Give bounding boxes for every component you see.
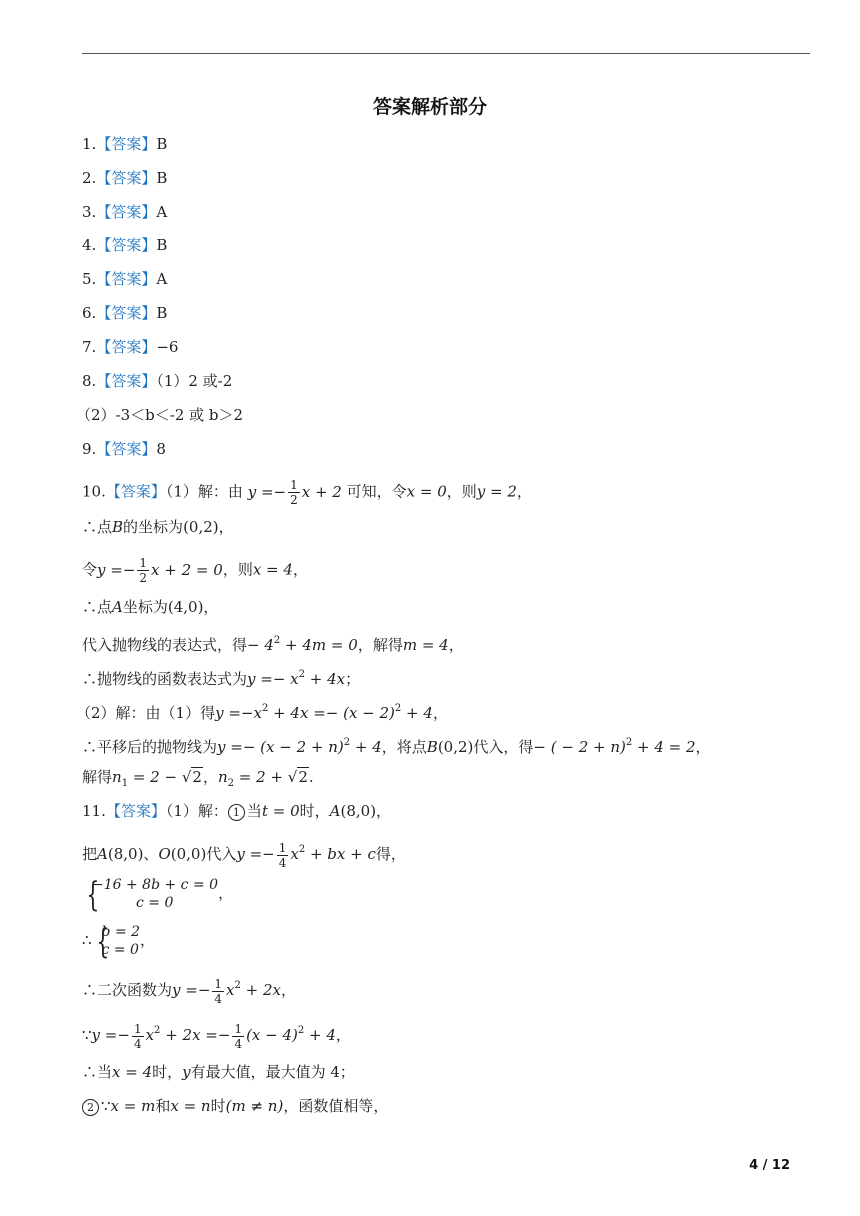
circled-number: 2 <box>82 1099 99 1116</box>
q10-line-5: 代入抛物线的表达式，得− $4^2 + 4m = 0$，解得m = 4， <box>82 635 464 654</box>
equation: y =− $\frac{1}{2}$ x + 2 <box>247 478 342 507</box>
q11-line-2: 把A(8,0)、O(0,0)代入y =− $\frac{1}{4}$ $x^2$ + bx + c得， <box>82 840 406 870</box>
q10-line-7: （2）解：由（1）得$y =-x^2 + 4x =- (x - 2)^2 + 4$， <box>76 703 448 722</box>
answer-line-1: 1.【答案】B <box>82 135 168 153</box>
q11-line-5: ∴二次函数为y =− $\frac{1}{4}$ $x^2 + 2x$， <box>82 976 297 1006</box>
answer-tag: 【答案】 <box>96 372 157 390</box>
answer-line-4: 4.【答案】B <box>82 236 168 254</box>
answer-line-3: 3.【答案】A <box>82 203 168 221</box>
answer-tag: 【答案】 <box>96 338 157 356</box>
answer-tag: 【答案】 <box>96 270 157 288</box>
answer-tag: 【答案】 <box>96 440 157 458</box>
equation-system: { −16 + 8b + c = 0 c = 0 <box>86 875 219 915</box>
answer-line-8-part2: （2）-3＜b＜-2 或 b＞2 <box>76 406 244 424</box>
answer-tag: 【答案】 <box>96 169 157 187</box>
equation: y =− $\frac{1}{4}$ $x^2 + 2x$ =− $\frac{1}{4}$ $(x - 4)^2 + 4$ <box>91 1021 336 1051</box>
answer-tag: 【答案】 <box>96 236 157 254</box>
answer-line-5: 5.【答案】A <box>82 270 168 288</box>
q10-line-1: 10.【答案】（1）解：由 y =− $\frac{1}{2}$ x + 2 可知，令x = 0，则y = 2， <box>82 478 532 507</box>
equation: $y =-x^2 + 4x =- (x - 2)^2 + 4$ <box>215 703 433 722</box>
circled-number: 1 <box>228 804 245 821</box>
q11-line-8: 2 ∵x = m和x = n时(m ≠ n)，函数值相等， <box>82 1096 388 1116</box>
answer-line-7: 7.【答案】−6 <box>82 338 179 356</box>
q10-line-8: ∴平移后的抛物线为$y =- (x - 2 + n)^2 + 4$，将点B(0,2)代入，得− ( − 2 + n)$^2$ + 4 = 2， <box>82 737 711 756</box>
equation: $n_2 = 2 + √2$ <box>217 768 308 789</box>
equation: y = 2 <box>476 482 517 501</box>
q11-line-4: ∴ { b = 2 c = 0 ， <box>82 922 156 962</box>
equation: x = 0 <box>406 482 447 501</box>
q10-line-4: ∴点A坐标为(4,0)， <box>82 598 219 616</box>
equation: $y =- x^2 + 4x$ <box>247 669 346 688</box>
page-number: 4 / 12 <box>749 1158 790 1173</box>
equation: $y =- (x - 2 + n)^2 + 4$ <box>217 737 382 756</box>
q11-line-1: 11.【答案】（1）解： 1 当t = 0时，A(8,0)， <box>82 802 392 820</box>
equation: y =− $\frac{1}{2}$ x + 2 = 0 <box>97 556 223 585</box>
equation: − $4^2 + 4m = 0$ <box>247 635 358 654</box>
q11-line-3: { −16 + 8b + c = 0 c = 0 ， <box>82 876 233 912</box>
answer-line-6: 6.【答案】B <box>82 304 168 322</box>
q10-line-9: 解得$n_1 = 2 - √2$，$n_2 = 2 + √2$. <box>82 768 314 789</box>
page-title: 答案解析部分 <box>372 96 487 118</box>
answer-tag: 【答案】 <box>96 203 157 221</box>
equation: y =− $\frac{1}{4}$ $x^2$ + bx + c <box>236 840 376 870</box>
equation: − ( − 2 + n)$^2$ + 4 = 2 <box>533 737 696 756</box>
answer-tag: 【答案】 <box>96 304 157 322</box>
equation: $n_1 = 2 - √2$ <box>112 768 202 789</box>
answer-line-2: 2.【答案】B <box>82 169 168 187</box>
q10-line-3: 令y =− $\frac{1}{2}$ x + 2 = 0，则x = 4， <box>82 556 308 585</box>
q10-line-2: ∴点B的坐标为(0,2)， <box>82 518 234 536</box>
q11-line-7: ∴当x = 4时，y有最大值，最大值为 4； <box>82 1063 355 1081</box>
q10-line-6: ∴抛物线的函数表达式为$y =- x^2 + 4x$； <box>82 669 361 688</box>
equation-system: { b = 2 c = 0 <box>95 922 141 962</box>
answer-tag: 【答案】 <box>105 482 166 501</box>
answer-tag: 【答案】 <box>105 802 166 820</box>
answer-line-9: 9.【答案】8 <box>82 440 166 458</box>
equation: y =− $\frac{1}{4}$ $x^2 + 2x$ <box>172 976 281 1006</box>
header-rule <box>82 53 810 54</box>
q11-line-6: ∵y =− $\frac{1}{4}$ $x^2 + 2x$ =− $\frac{1}{4}$ $(x - 4)^2 + 4$， <box>82 1021 351 1051</box>
answer-tag: 【答案】 <box>96 135 157 153</box>
answer-line-8: 8.【答案】（1）2 或-2 <box>82 372 233 390</box>
